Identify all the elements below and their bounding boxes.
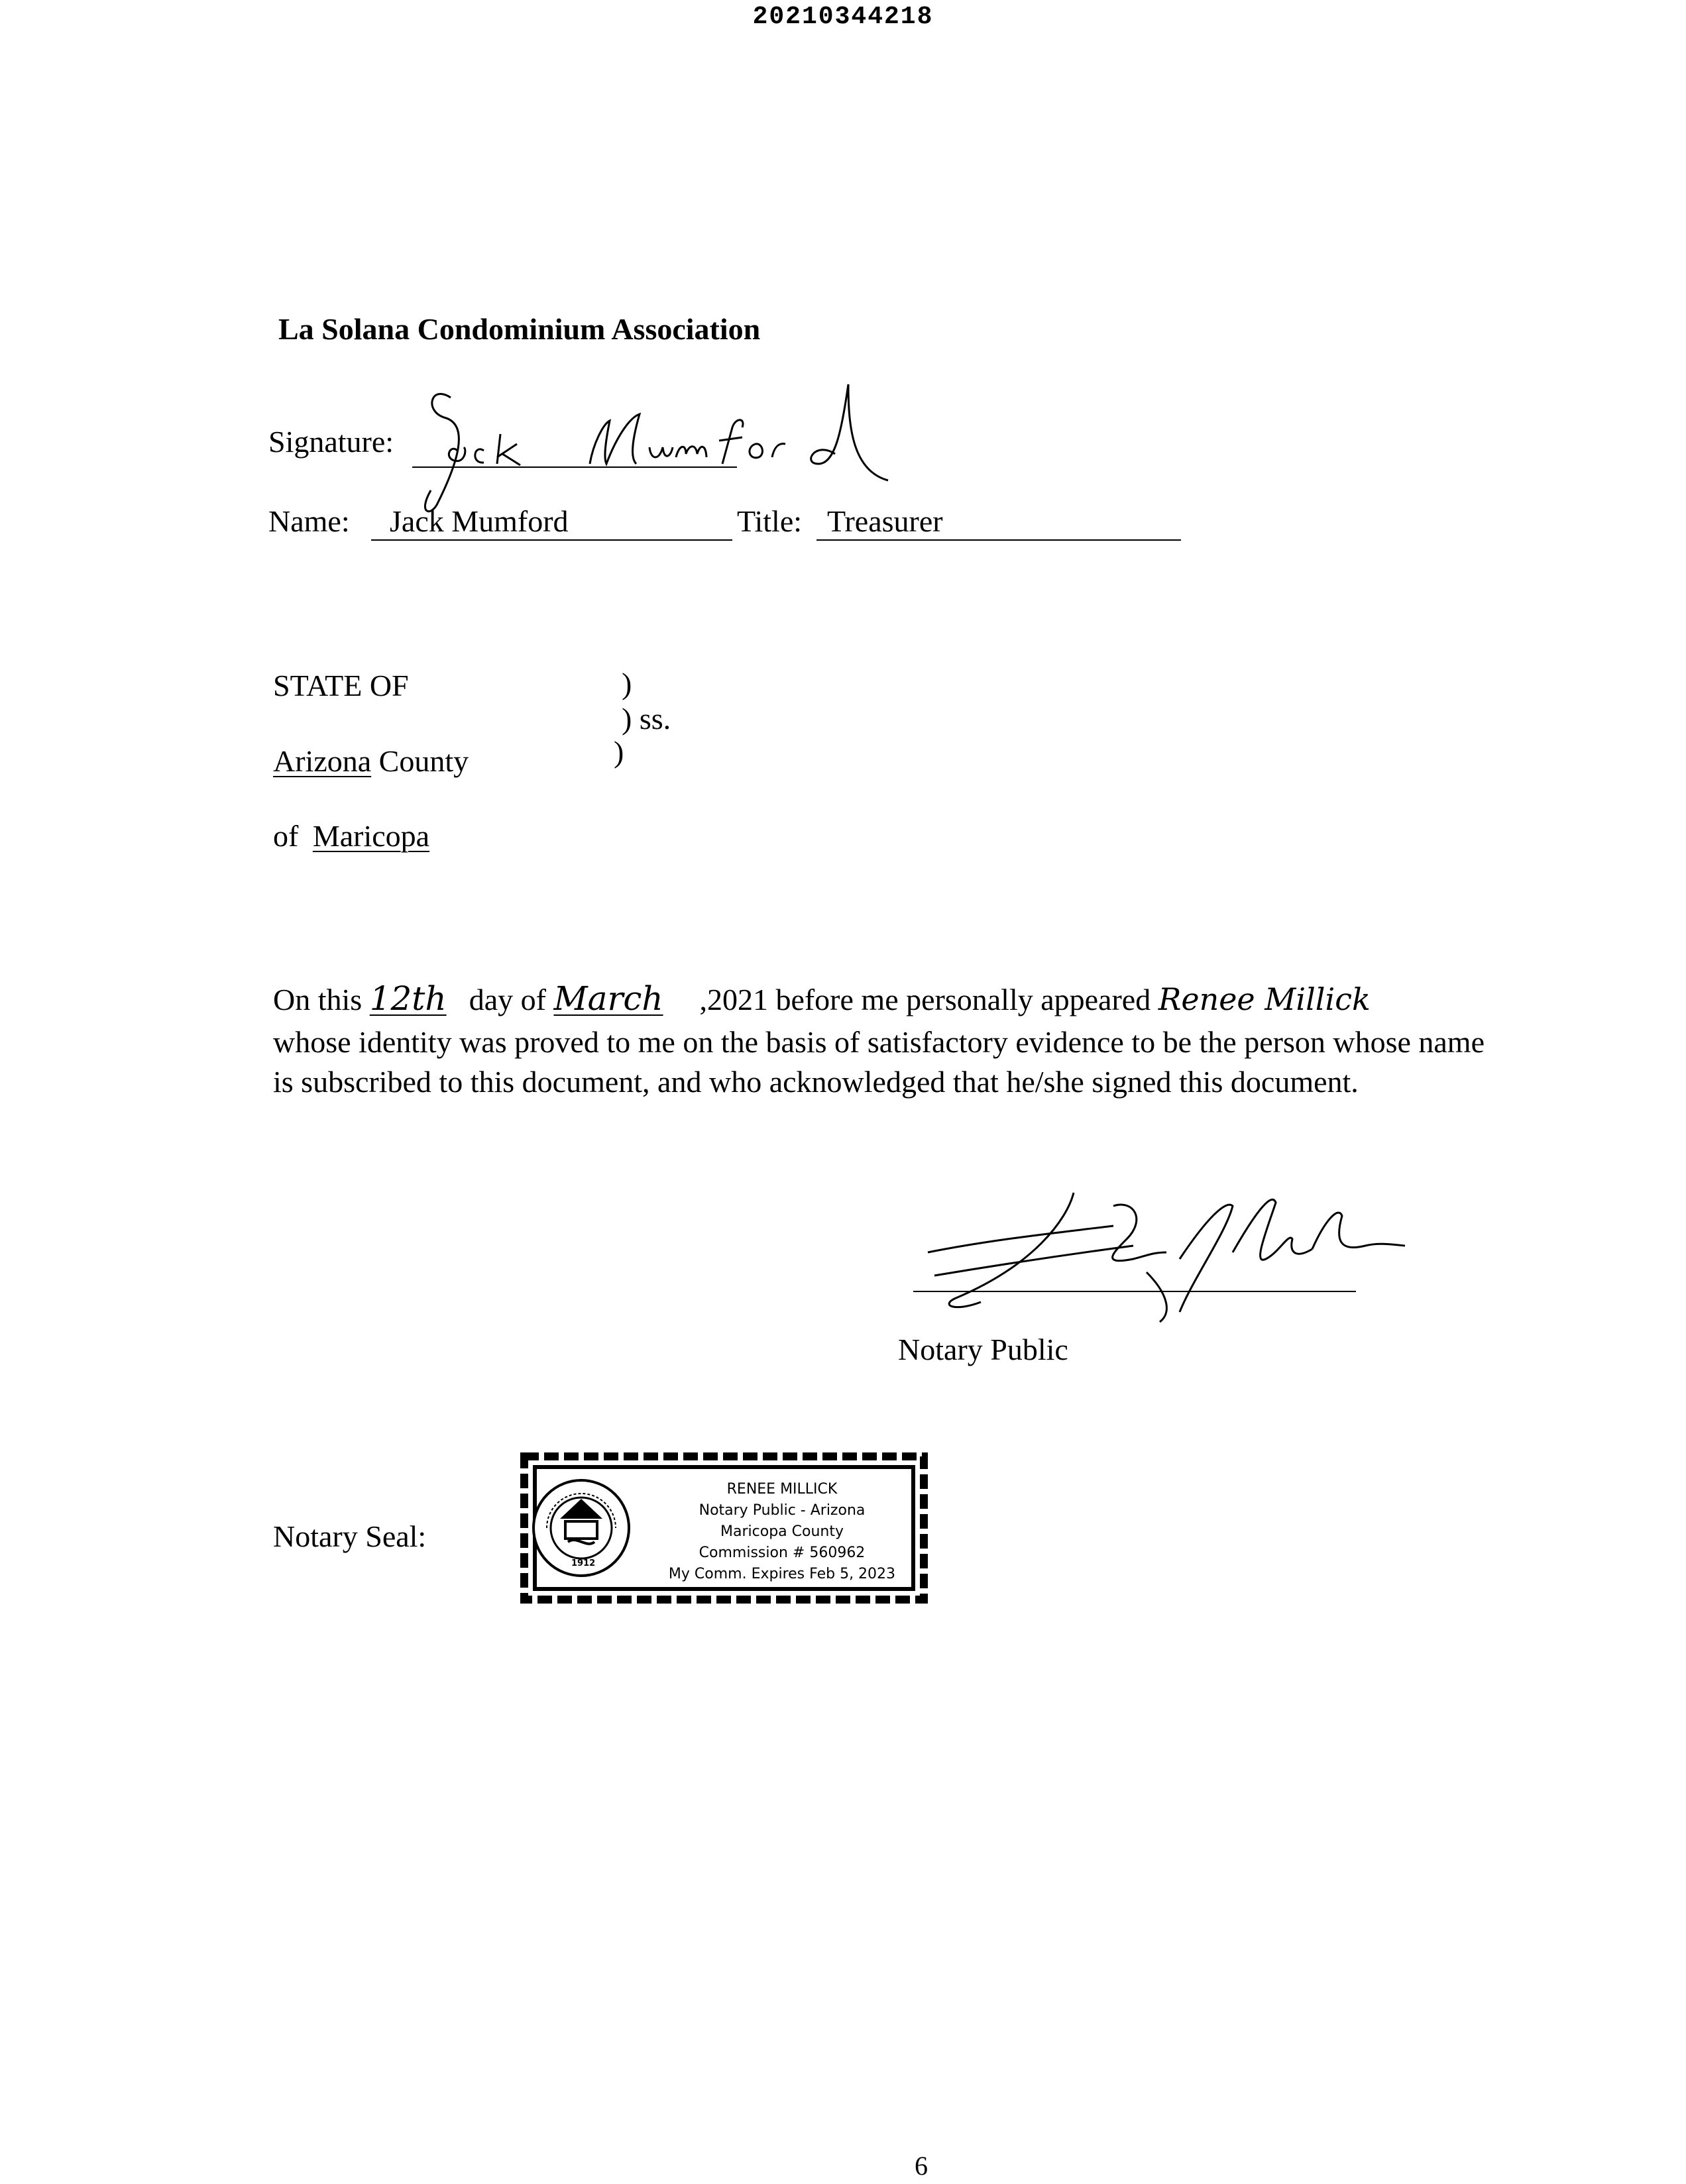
day-of-label: day of	[469, 983, 546, 1016]
appeared-handwritten: Renee Millick	[1158, 981, 1371, 1017]
seal-text-block	[643, 1479, 921, 1585]
name-label: Name:	[268, 504, 350, 538]
ack-body: whose identity was proved to me on the basis of satisfactory evidence to be the person whose name is subscribed to this document, and who acknowledged that he/she signed this document.	[273, 1025, 1485, 1099]
seal-line-name: RENEE MILLICK	[726, 1481, 838, 1498]
venue-paren-3: )	[614, 735, 624, 769]
signature-jack-mumford	[411, 371, 915, 523]
notary-public-label: Notary Public	[898, 1333, 1068, 1366]
state-county-line	[273, 743, 469, 779]
venue-paren-ss: ) ss.	[622, 702, 671, 736]
page-number: 6	[915, 2151, 928, 2181]
seal-line-county: Maricopa County	[720, 1523, 844, 1540]
ack-first-line	[273, 979, 1371, 1018]
of-label: of	[273, 819, 299, 853]
title-value: Treasurer	[827, 504, 943, 538]
county-label: County	[378, 744, 469, 778]
signature-label: Signature:	[268, 425, 394, 459]
seal-line-commission: Commission # 560962	[699, 1545, 866, 1561]
name-underline	[371, 539, 732, 541]
year-text: ,2021 before me personally appeared	[699, 983, 1151, 1016]
notary-seal-label: Notary Seal:	[273, 1519, 427, 1553]
notary-signature	[915, 1179, 1432, 1325]
seal-line-title: Notary Public - Arizona	[699, 1502, 866, 1519]
venue-paren-1: )	[622, 667, 632, 700]
state-value: Arizona	[273, 744, 372, 778]
day-handwritten: 12th	[369, 979, 447, 1018]
state-of-label: STATE OF	[273, 669, 409, 702]
name-value: Jack Mumford	[390, 504, 569, 538]
on-this-label: On this	[273, 983, 363, 1016]
county-line	[273, 818, 429, 853]
seal-line-expiry: My Comm. Expires Feb 5, 2023	[668, 1566, 896, 1582]
title-label: Title:	[737, 504, 803, 538]
seal-year: 1912	[571, 1558, 596, 1568]
county-value: Maricopa	[312, 819, 430, 853]
month-handwritten: March	[553, 979, 663, 1018]
title-underline	[816, 539, 1181, 541]
notary-signature-line	[913, 1291, 1356, 1292]
document-number: 20210344218	[752, 3, 934, 31]
organization-name: La Solana Condominium Association	[278, 312, 761, 346]
